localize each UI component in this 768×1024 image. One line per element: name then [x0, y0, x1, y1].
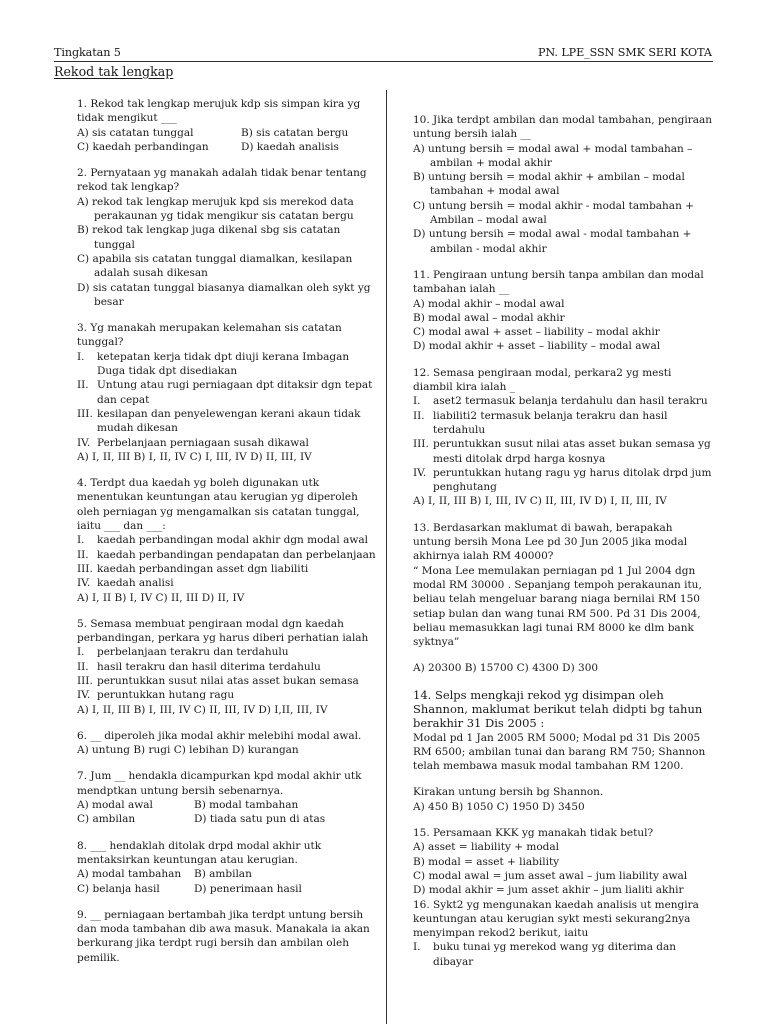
question-9 [77, 908, 379, 965]
header-form-label: Tingkatan 5 [54, 46, 121, 59]
roman-numeral: IV. [77, 577, 91, 590]
answer-options: A) I, II, III B) I, III, IV C) II, III, IV D) I,II, III, IV [77, 703, 328, 716]
option-c: C) kaedah perbandingan [77, 140, 209, 153]
option-a: A) modal akhir – modal awal [413, 297, 565, 310]
answer-options: A) I, II, III B) I, II, IV C) I, III, IV D) II, III, IV [77, 450, 312, 463]
question-14 [413, 688, 713, 814]
option-b: B) sis catatan bergu [241, 126, 349, 139]
option-c: C) ambilan [77, 813, 136, 826]
option-b: B) untung bersih = modal akhir + ambilan – modal tambahan + modal awal [413, 171, 685, 198]
statement: hasil terakru dan hasil diterima terdahulu [97, 660, 321, 673]
question-text: 13. Berdasarkan maklumat di bawah, berapakah untung bersih Mona Lee pd 30 Jun 2005 jika modal akhirnya ialah RM 40000? [413, 521, 688, 563]
statement: kaedah analisi [97, 577, 174, 590]
question-7 [77, 769, 379, 826]
option-c: C) modal awal + asset – liability – modal akhir [413, 326, 660, 339]
question-text: 1. Rekod tak lengkap merujuk kdp sis simpan kira yg tidak mengikut ___ [77, 98, 361, 125]
statement: kaedah perbandingan modal akhir dgn modal awal [97, 534, 368, 547]
roman-numeral: I. [77, 350, 85, 363]
header-divider [54, 61, 713, 62]
option-b: B) modal awal – modal akhir [413, 311, 565, 324]
question-15 [413, 826, 713, 897]
answer-options: A) I, II B) I, IV C) II, III D) II, IV [77, 591, 245, 604]
question-text: 10. Jika terdpt ambilan dan modal tambahan, pengiraan untung bersih ialah __ [413, 114, 713, 141]
answer-options: A) 450 B) 1050 C) 1950 D) 3450 [413, 800, 585, 813]
statement: kaedah perbandingan pendapatan dan perbelanjaan [97, 548, 376, 561]
statement: perbelanjaan terakru dan terdahulu [97, 646, 289, 659]
roman-numeral: III. [413, 438, 429, 451]
question-5 [77, 617, 379, 717]
answer-options: A) untung B) rugi C) lebihan D) kurangan [77, 744, 299, 757]
question-text: 12. Semasa pengiraan modal, perkara2 yg mesti diambil kira ialah _ [413, 366, 672, 394]
question-10 [413, 113, 713, 256]
question-text: 11. Pengiraan untung bersih tanpa ambilan dan modal tambahan ialah __ [413, 268, 704, 296]
option-d: D) penerimaan hasil [194, 882, 302, 895]
statement: peruntukkan susut nilai atas asset bukan semasa yg mesti ditolak drpd harga kosnya [433, 438, 711, 465]
statement: buku tunai yg merekod wang yg diterima dan dibayar [433, 941, 677, 968]
option-a: A) sis catatan tunggal [77, 126, 194, 139]
statement: peruntukkan hutang ragu [97, 689, 235, 702]
question-4 [77, 476, 379, 605]
option-a: A) rekod tak lengkap merujuk kpd sis merekod data perakaunan yg tidak mengikur sis catatan bergu [77, 195, 354, 223]
right-column [413, 113, 713, 981]
roman-numeral: I. [413, 395, 421, 408]
question-text: 6. __ diperoleh jika modal akhir melebihi modal awal. [77, 729, 362, 742]
document-title: Rekod tak lengkap [54, 64, 174, 79]
roman-numeral: III. [77, 407, 93, 420]
question-text: 5. Semasa membuat pengiraan modal dgn kaedah perbandingan, perkara yg harus diberi perhatian ialah [77, 617, 369, 645]
option-d: D) sis catatan tunggal biasanya diamalkan oleh sykt yg besar [77, 281, 371, 308]
roman-numeral: IV. [413, 466, 427, 479]
question-1 [77, 97, 379, 154]
option-b: B) modal = asset + liability [413, 855, 560, 868]
question-text: 16. Sykt2 yg mengunakan kaedah analisis ut mengira keuntungan atau kerugian sykt mesti sekurang2nya menyimpan rekod2 berikut, iaitu [413, 898, 699, 940]
answer-options: A) I, II, III B) I, III, IV C) II, III, IV D) I, II, III, IV [413, 495, 667, 508]
roman-numeral: I. [77, 534, 85, 547]
option-c: C) apabila sis catatan tunggal diamalkan, kesilapan adalah susah dikesan [77, 252, 353, 280]
roman-numeral: I. [77, 646, 85, 659]
question-8 [77, 839, 379, 896]
statement: peruntukkan susut nilai atas asset bukan semasa [97, 674, 359, 687]
roman-numeral: III. [77, 562, 93, 575]
statement: Perbelanjaan perniagaan susah dikawal [97, 436, 309, 449]
option-b: B) ambilan [194, 868, 252, 881]
column-divider [386, 90, 387, 1024]
roman-numeral: II. [413, 409, 425, 422]
option-b: B) rekod tak lengkap juga dikenal sbg sis catatan tunggal [77, 224, 341, 251]
question-13 [413, 521, 713, 676]
statement: Untung atau rugi perniagaan dpt ditaksir dgn tepat dan cepat [97, 379, 373, 406]
header-teacher-label: PN. LPE_SSN SMK SERI KOTA [538, 46, 712, 59]
roman-numeral: III. [77, 674, 93, 687]
option-a: A) untung bersih = modal awal + modal tambahan – ambilan + modal akhir [413, 142, 693, 169]
question-text: 2. Pernyataan yg manakah adalah tidak benar tentang rekod tak lengkap? [77, 167, 367, 194]
scenario-info: Modal pd 1 Jan 2005 RM 5000; Modal pd 31 Dis 2005 RM 6500; ambilan tunai dan barang RM 750; Shannon telah membawa masuk modal tambahan RM 1200. [413, 731, 706, 773]
roman-numeral: I. [413, 941, 421, 954]
question-text: 15. Persamaan KKK yg manakah tidak betul? [413, 827, 654, 840]
roman-numeral: IV. [77, 436, 91, 449]
option-a: A) asset = liability + modal [413, 841, 559, 854]
option-d: D) modal akhir = jum asset akhir – jum lialiti akhir [413, 884, 684, 897]
scenario-quote: “ Mona Lee memulakan perniagan pd 1 Jul 2004 dgn modal RM 30000 . Sepanjang tempoh perakaunan itu, beliau telah mengeluar barang niaga bernilai RM 150 setiap bulan dan wang tunai RM 500. Pd 31 Dis 2004, beliau memasukkan lagi tunai RM 8000 ke dlm bank syktnya” [413, 564, 702, 649]
question-text: 14. Selps mengkaji rekod yg disimpan oleh Shannon, maklumat berikut telah didpti bg tahun berakhir 31 Dis 2005 : [413, 687, 703, 731]
question-text: 9. __ perniagaan bertambah jika terdpt untung bersih dan moda tambahan dib awa masuk. Manakala ia akan berkurang jika terdpt rugi bersih dan ambilan oleh pemilik. [77, 908, 370, 964]
option-d: D) untung bersih = modal awal - modal tambahan + ambilan - modal akhir [413, 228, 692, 255]
option-d: D) tiada satu pun di atas [194, 813, 326, 826]
option-b: B) modal tambahan [194, 799, 299, 812]
roman-numeral: II. [77, 548, 89, 561]
question-11 [413, 268, 713, 354]
roman-numeral: II. [77, 660, 89, 673]
option-c: C) belanja hasil [77, 882, 160, 895]
statement: peruntukkan hutang ragu yg harus ditolak drpd jum penghutang [433, 466, 712, 494]
option-a: A) modal awal [77, 799, 153, 812]
option-c: C) modal awal = jum asset awal – jum liability awal [413, 869, 688, 882]
option-d: D) kaedah analisis [241, 140, 339, 153]
answer-options: A) 20300 B) 15700 C) 4300 D) 300 [413, 662, 599, 675]
statement: ketepatan kerja tidak dpt diuji kerana Imbagan Duga tidak dpt disediakan [97, 350, 350, 378]
roman-numeral: II. [77, 379, 89, 392]
statement: liabiliti2 termasuk belanja terakru dan hasil terdahulu [433, 409, 668, 436]
question-2 [77, 166, 379, 309]
question-6 [77, 729, 379, 758]
statement: kaedah perbandingan asset dgn liabiliti [97, 562, 309, 575]
question-text: 7. Jum __ hendakla dicampurkan kpd modal akhir utk mendptkan untung bersih sebenarnya. [77, 770, 362, 797]
option-d: D) modal akhir + asset – liability – modal awal [413, 340, 661, 353]
statement: aset2 termasuk belanja terdahulu dan hasil terakru [433, 395, 708, 408]
question-12 [413, 366, 713, 509]
question-3 [77, 321, 379, 464]
question-text: 8. ___ hendaklah ditolak drpd modal akhir utk mentaksirkan keuntungan atau kerugian. [77, 839, 322, 866]
left-column [77, 97, 379, 977]
question-text: 4. Terdpt dua kaedah yg boleh digunakan utk menentukan keuntungan atau kerugian yg diperoleh oleh perniagan yg mengamalkan sis catatan tunggal, iaitu ___ dan ___: [77, 477, 360, 533]
option-c: C) untung bersih = modal akhir - modal tambahan + Ambilan – modal awal [413, 199, 694, 227]
option-a: A) modal tambahan [77, 868, 182, 881]
statement: kesilapan dan penyelewengan kerani akaun tidak mudah dikesan [97, 407, 361, 435]
question-16 [413, 898, 713, 969]
question-text: 3. Yg manakah merupakan kelemahan sis catatan tunggal? [77, 322, 342, 349]
question-prompt: Kirakan untung bersih bg Shannon. [413, 786, 604, 799]
roman-numeral: IV. [77, 689, 91, 702]
